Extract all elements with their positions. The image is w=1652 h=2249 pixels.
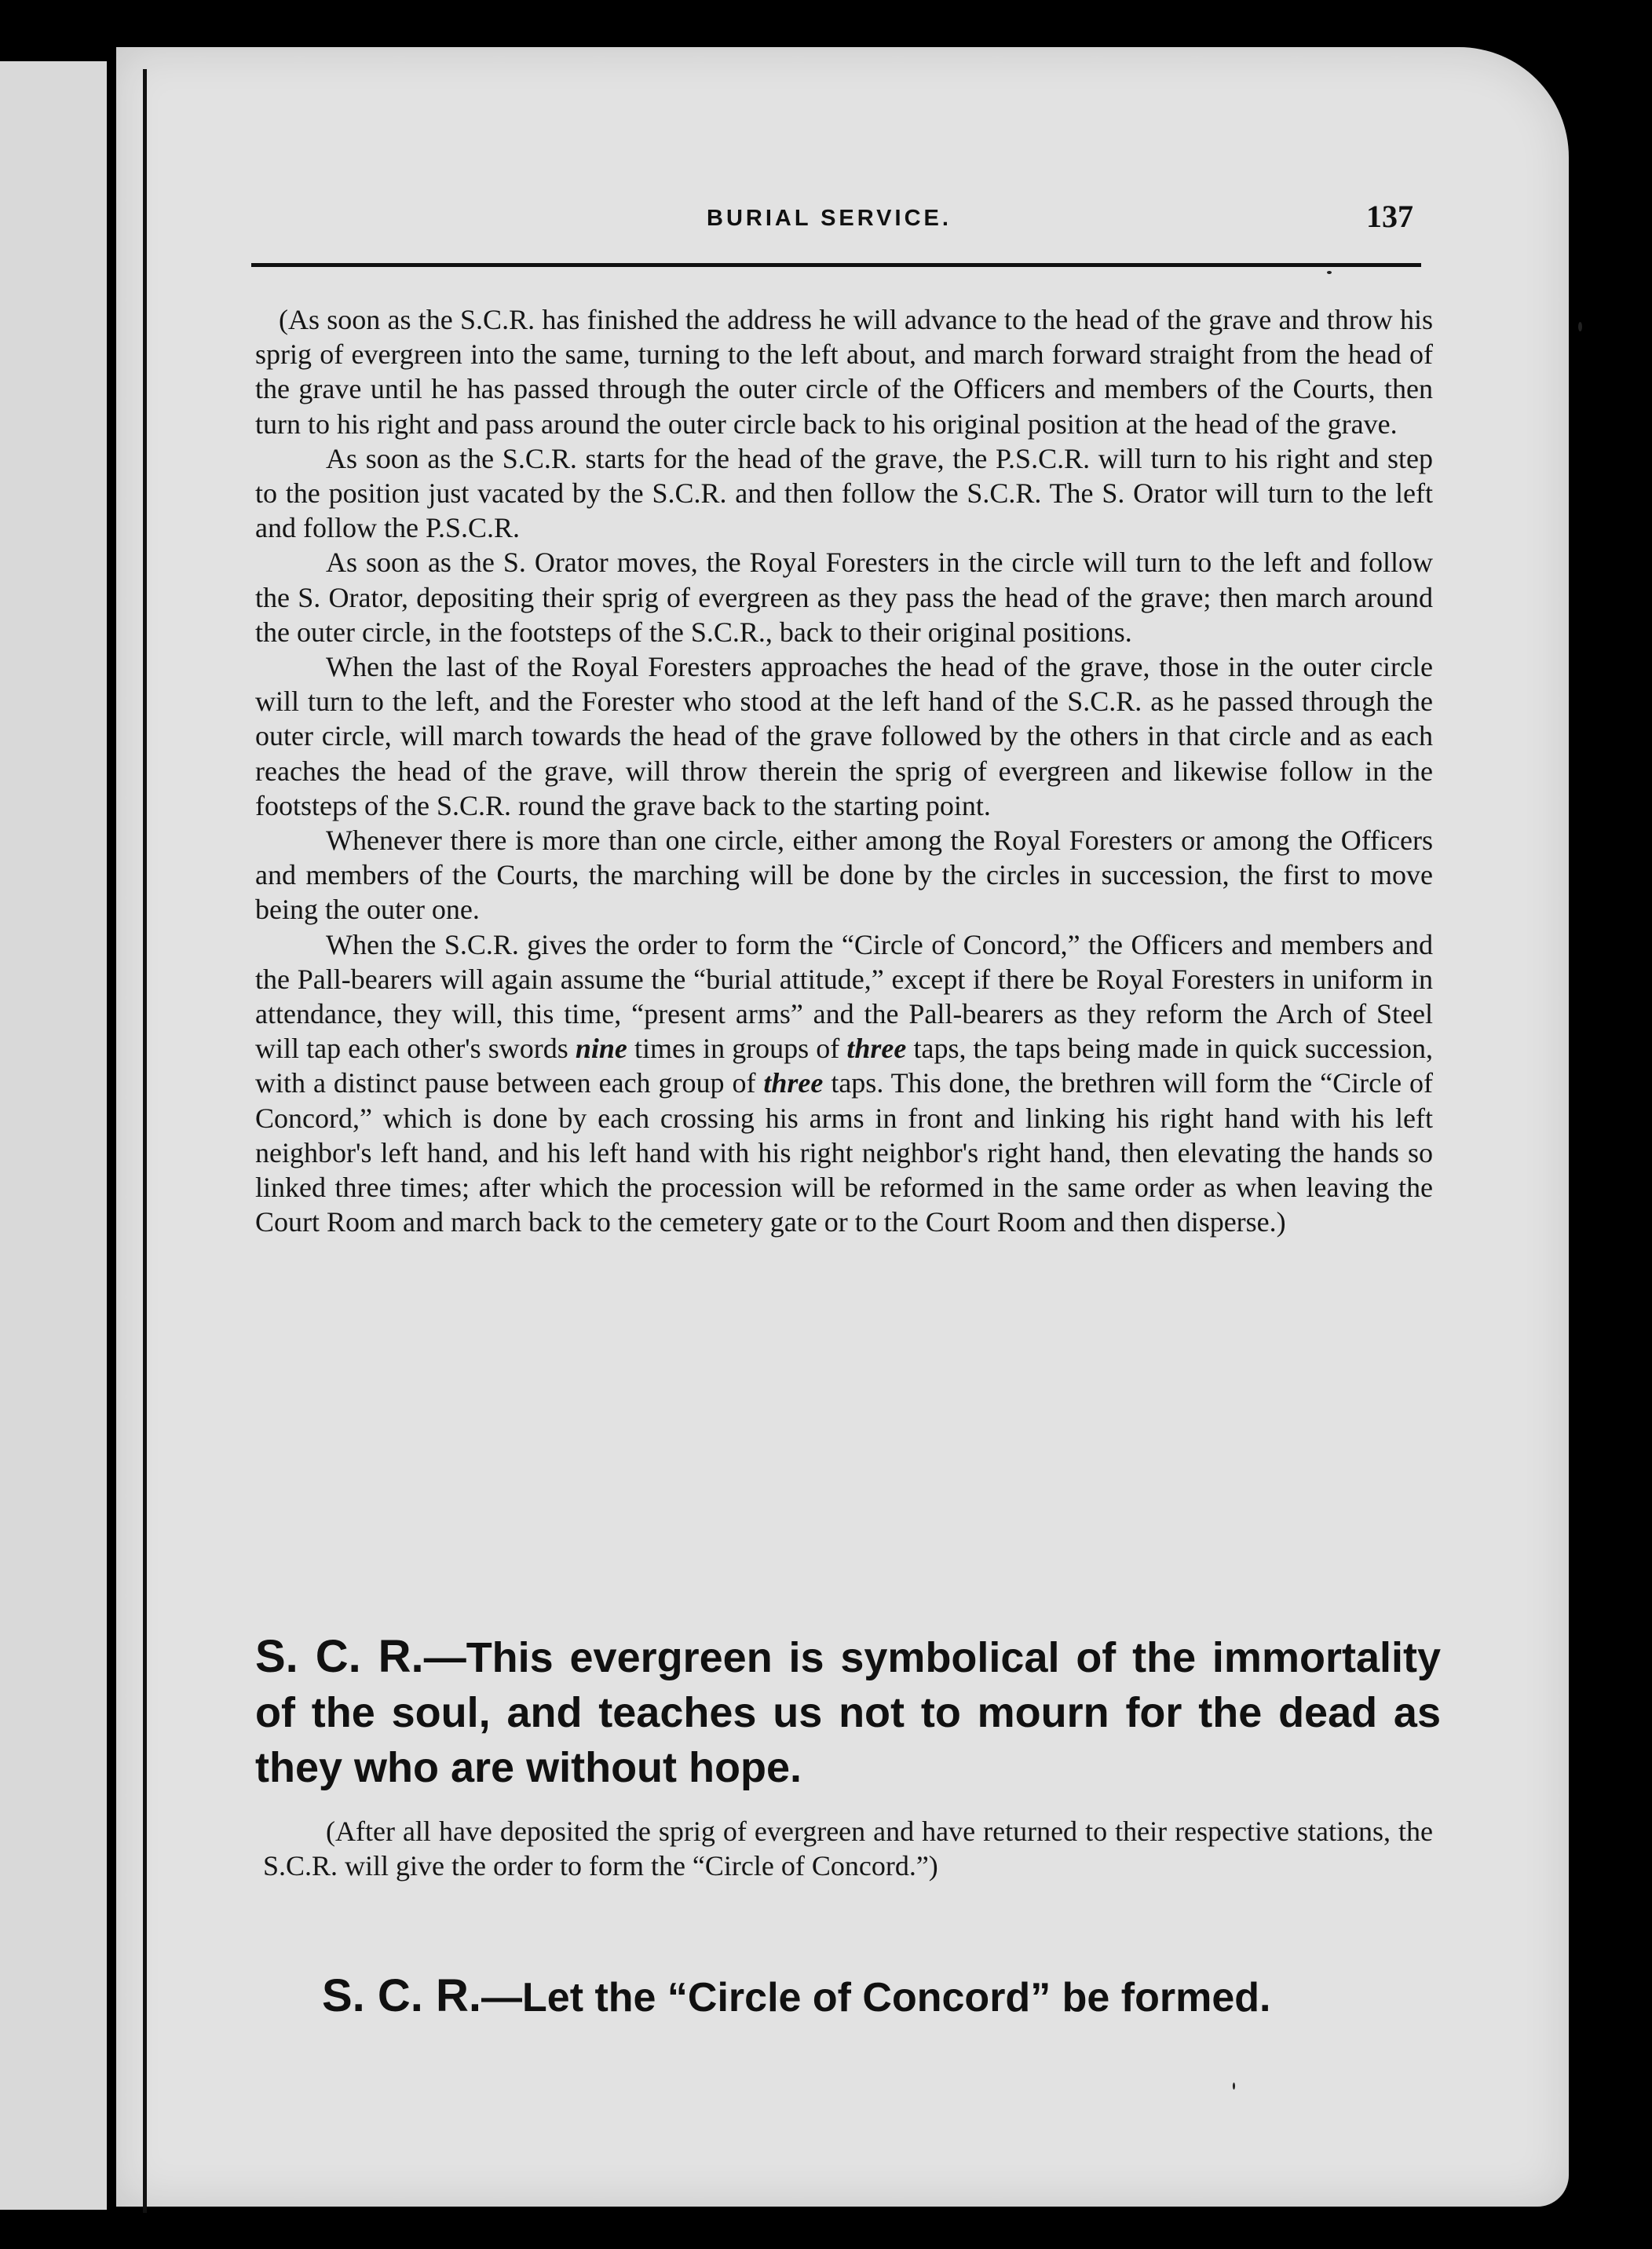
emphasis-nine: nine bbox=[575, 1033, 627, 1065]
ink-speck bbox=[1233, 2083, 1235, 2090]
emphasis-three: three bbox=[763, 1067, 824, 1099]
speaker-label: S. C. R. bbox=[255, 1631, 424, 1682]
rubric-paragraph: As soon as the S. Orator moves, the Royal Foresters in the circle will turn to the left and follow the S. Orator, depositing their sprig of evergreen as they pass the head of the grave; then march around the outer circle, in the footsteps of the S.C.R., back to their original positions. bbox=[255, 547, 1433, 648]
ink-speck bbox=[1327, 271, 1332, 274]
text-run: When the S.C.R. gives the order to form the “Circle of Concord,” the Officers and members and the Pall-bearers will again assume the “burial attitude,” except if there be Royal Foresters in uniform in attendance, they will, this time, “present arms” and the Pall-bearers as they reform the Arch of Steel will tap each other's swords bbox=[255, 928, 1433, 1065]
emphasis-three: three bbox=[846, 1033, 907, 1065]
rubric-paragraph: When the last of the Royal Foresters approaches the head of the grave, those in the outer circle will turn to the left, and the Forester who stood at the left hand of the S.C.R. as he passed through the outer circle, will march towards the head of the grave followed by the others in that circle and as each reaches the head of the grave, will throw therein the sprig of evergreen and likewise follow in the footsteps of the S.C.R. round the grave back to the starting point. bbox=[255, 651, 1433, 821]
speech-text: —Let the “Circle of Concord” be formed. bbox=[481, 1975, 1271, 2020]
text-run: times in groups of bbox=[627, 1033, 847, 1065]
left-page-shadow bbox=[107, 57, 116, 2216]
header-rule bbox=[251, 263, 1421, 267]
rubric-paragraph: Whenever there is more than one circle, either among the Royal Foresters or among the Officers and members of the Courts, the marching will be done by the circles in succession, the first to move being the outer one. bbox=[255, 825, 1433, 926]
page-number: 137 bbox=[1366, 199, 1413, 234]
speaker-label: S. C. R. bbox=[322, 1970, 482, 2021]
gutter-line bbox=[143, 69, 147, 2213]
ink-speck bbox=[1578, 322, 1582, 331]
rubric-text bbox=[255, 302, 1433, 1239]
rubric-paragraph-circle-of-concord bbox=[255, 927, 1433, 1240]
text-run: taps, the taps being made in quick succession, with a distinct pause between each group of bbox=[255, 1033, 1433, 1099]
left-page-edge bbox=[0, 61, 107, 2210]
speech-text: —This evergreen is symbolical of the immortality of the soul, and teaches us not to mourn for the dead as they who are without hope. bbox=[255, 1634, 1441, 1791]
speech-circle-of-concord bbox=[322, 1971, 1508, 2023]
running-head: BURIAL SERVICE. bbox=[707, 206, 952, 231]
page-header bbox=[251, 198, 1421, 245]
rubric-deposit-sprig: (After all have deposited the sprig of evergreen and have returned to their respective stations, the S.C.R. will give the order to form the “Circle of Concord.”) bbox=[263, 1816, 1433, 1881]
rubric-paragraph: (As soon as the S.C.R. has finished the address he will advance to the head of the grave and throw his sprig of evergreen into the same, turning to the left about, and march forward straight from the head of the grave until he has passed through the outer circle of the Officers and members of the Courts, then turn to his right and pass around the outer circle back to his original position at the head of the grave. bbox=[255, 304, 1433, 440]
speech-evergreen bbox=[255, 1629, 1441, 1795]
rubric-paragraph: As soon as the S.C.R. starts for the head of the grave, the P.S.C.R. will turn to his right and step to the position just vacated by the S.C.R. and then follow the S.C.R. The S. Orator will turn to the left and follow the P.S.C.R. bbox=[255, 442, 1433, 544]
text-run: taps. This done, the brethren will form the “Circle of Concord,” which is done by each crossing his arms in front and linking his right hand with his left neighbor's left hand, and his left hand with his right neighbor's right hand, then elevating the hands so linked three times; after which the procession will be reformed in the same order as when leaving the Court Room and march back to the cemetery gate or to the Court Room and then disperse.) bbox=[255, 1067, 1433, 1238]
